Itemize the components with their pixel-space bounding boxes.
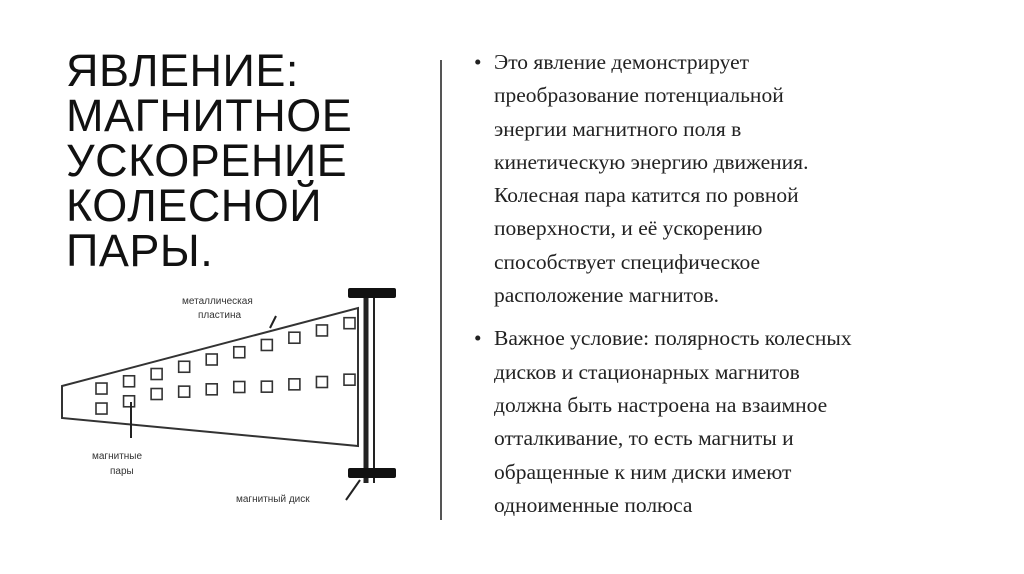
bullet-dot: •	[474, 326, 482, 351]
bullet-line: должна быть настроена на взаимное	[494, 392, 828, 417]
magnet-square	[124, 396, 135, 407]
bullet-line: преобразование потенциальной	[494, 83, 784, 108]
pointer-disk	[346, 480, 360, 500]
bullet-line: способствует специфическое	[494, 249, 761, 274]
magnet-square	[261, 339, 272, 350]
bullet-line: энергии магнитного поля в	[494, 116, 742, 141]
label-plate-line1: металлическая	[182, 296, 253, 307]
bullet-line: расположение магнитов.	[494, 283, 720, 308]
magnet-square	[344, 374, 355, 385]
magnet-square	[124, 376, 135, 387]
pointer-plate	[270, 316, 276, 328]
title-line: КОЛЕСНОЙ	[66, 180, 323, 231]
title-line: ЯВЛЕНИЕ:	[66, 45, 299, 96]
bullet-line: Колесная пара катится по ровной	[494, 183, 799, 208]
magnet-square	[344, 318, 355, 329]
magnet-square	[261, 381, 272, 392]
bullet-line: Важное условие: полярность колесных	[494, 326, 852, 351]
label-disk: магнитный диск	[236, 494, 310, 505]
bullet-item	[470, 46, 980, 312]
wheelset-diagram	[58, 278, 410, 512]
magnet-square	[316, 325, 327, 336]
wheel-disk-bottom	[348, 468, 396, 478]
magnet-square	[234, 347, 245, 358]
slide-title	[66, 45, 396, 276]
label-pairs-line1: магнитные	[92, 451, 143, 462]
magnet-square	[316, 377, 327, 388]
vertical-divider	[440, 60, 442, 520]
bullet-line: отталкивание, то есть магниты и	[494, 426, 794, 451]
title-line: МАГНИТНОЕ	[66, 90, 353, 141]
magnet-square	[151, 389, 162, 400]
magnet-square	[179, 386, 190, 397]
label-plate-line2: пластина	[198, 310, 242, 321]
title-line: УСКОРЕНИЕ	[66, 135, 348, 186]
label-pairs-line2: пары	[110, 466, 134, 477]
bullet-item	[470, 322, 980, 522]
bullet-line: кинетическую энергию движения.	[494, 149, 809, 174]
magnet-square	[289, 379, 300, 390]
magnet-square	[206, 354, 217, 365]
magnet-square	[206, 384, 217, 395]
magnet-square	[289, 332, 300, 343]
bullet-line: одноименные полюса	[494, 492, 693, 517]
bullet-line: поверхности, и её ускорению	[494, 216, 763, 241]
bullet-line: Это явление демонстрирует	[494, 50, 750, 74]
bullet-dot: •	[474, 50, 482, 74]
magnet-square	[151, 369, 162, 380]
magnet-square	[96, 383, 107, 394]
magnet-square	[179, 361, 190, 372]
bullet-list	[470, 46, 980, 532]
bullet-line: дисков и стационарных магнитов	[494, 359, 800, 384]
bullet-line: обращенные к ним диски имеют	[494, 459, 792, 484]
wheel-disk-top	[348, 288, 396, 298]
title-line: ПАРЫ.	[66, 225, 214, 276]
magnet-square	[234, 381, 245, 392]
magnet-square	[96, 403, 107, 414]
metal-plate-outline	[62, 308, 358, 446]
